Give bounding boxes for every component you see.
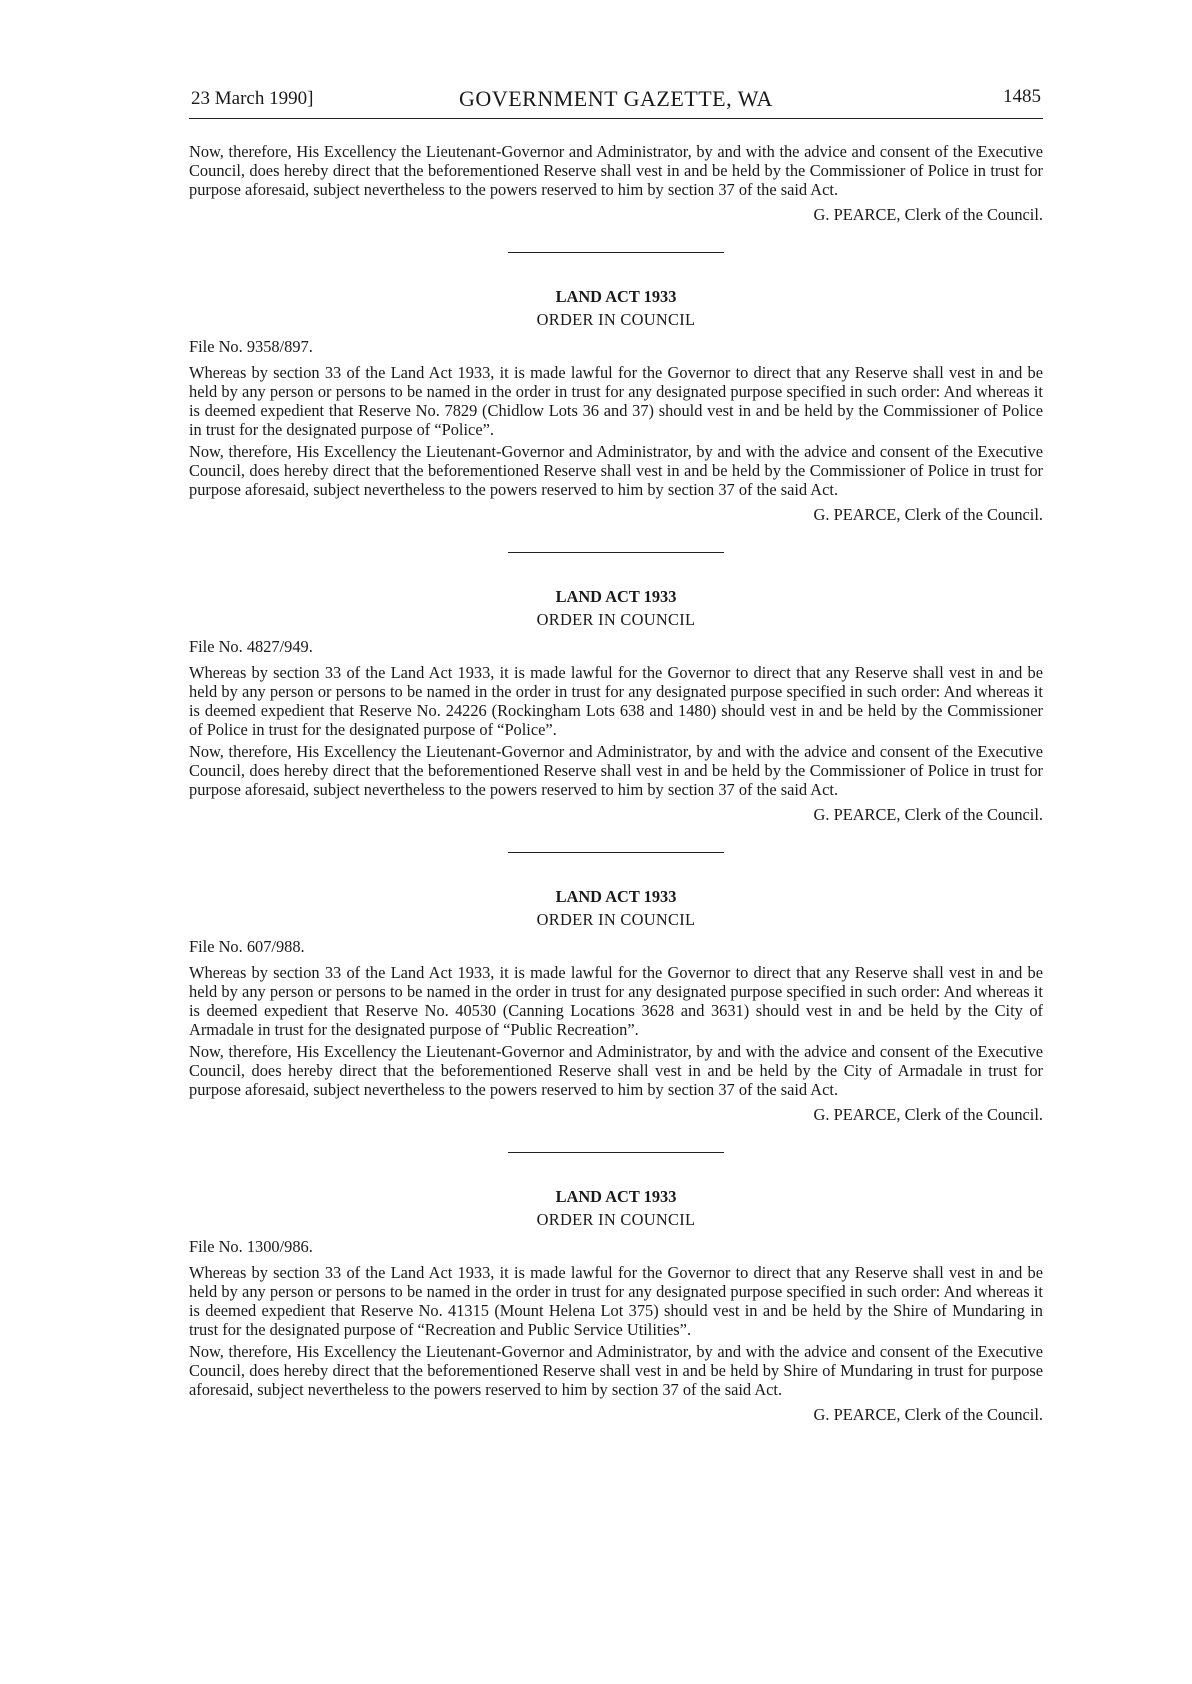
file-number: File No. 607/988. — [189, 937, 305, 956]
intro-signature: G. PEARCE, Clerk of the Council. — [813, 205, 1043, 224]
header-title: GOVERNMENT GAZETTE, WA — [459, 86, 773, 111]
header-date: 23 March 1990] — [191, 88, 314, 109]
notice-signature: G. PEARCE, Clerk of the Council. — [813, 1405, 1043, 1424]
notice-title: LAND ACT 1933 — [555, 587, 677, 606]
now-therefore-paragraph: Now, therefore, His Excellency the Lieutenant-Governor and Administrator, by and with the advice and consent of the Executive Council, does hereby direct that the beforementioned Reserve shall vest in and be held by the Commissioner of Police in trust for purpose aforesaid, subject nevertheless to the powers reserved to him by section 37 of the said Act. — [189, 442, 1043, 499]
notice-signature: G. PEARCE, Clerk of the Council. — [813, 1105, 1043, 1124]
now-therefore-paragraph: Now, therefore, His Excellency the Lieutenant-Governor and Administrator, by and with the advice and consent of the Executive Council, does hereby direct that the beforementioned Reserve shall vest in and be held by Shire of Mundaring in trust for purpose aforesaid, subject nevertheless to the powers reserved to him by section 37 of the said Act. — [189, 1342, 1043, 1399]
whereas-paragraph: Whereas by section 33 of the Land Act 1933, it is made lawful for the Governor to direct that any Reserve shall vest in and be held by any person or persons to be named in the order in trust for any designated purpose specified in such order: And whereas it is deemed expedient that Reserve No. 24226 (Rockingham Lots 638 and 1480) should vest in and be held by the Commissioner of Police in trust for the designated purpose of “Police”. — [189, 663, 1043, 739]
now-therefore-paragraph: Now, therefore, His Excellency the Lieutenant-Governor and Administrator, by and with the advice and consent of the Executive Council, does hereby direct that the beforementioned Reserve shall vest in and be held by the City of Armadale in trust for purpose aforesaid, subject nevertheless to the powers reserved to him by section 37 of the said Act. — [189, 1042, 1043, 1099]
whereas-paragraph: Whereas by section 33 of the Land Act 1933, it is made lawful for the Governor to direct that any Reserve shall vest in and be held by any person or persons to be named in the order in trust for any designated purpose specified in such order: And whereas it is deemed expedient that Reserve No. 40530 (Canning Locations 3628 and 3631) should vest in and be held by the City of Armadale in trust for the designated purpose of “Public Recreation”. — [189, 963, 1043, 1039]
file-number: File No. 4827/949. — [189, 637, 313, 656]
whereas-paragraph: Whereas by section 33 of the Land Act 1933, it is made lawful for the Governor to direct that any Reserve shall vest in and be held by any person or persons to be named in the order in trust for any designated purpose specified in such order: And whereas it is deemed expedient that Reserve No. 7829 (Chidlow Lots 36 and 37) should vest in and be held by the Commissioner of Police in trust for the designated purpose of “Police”. — [189, 363, 1043, 439]
notice-subtitle: ORDER IN COUNCIL — [536, 1210, 696, 1229]
notice-1 — [189, 287, 1043, 524]
intro-paragraph: Now, therefore, His Excellency the Lieutenant-Governor and Administrator, by and with the advice and consent of the Executive Council, does hereby direct that the beforementioned Reserve shall vest in and be held by the Commissioner of Police in trust for purpose aforesaid, subject nevertheless to the powers reserved to him by section 37 of the said Act. — [189, 142, 1043, 199]
notice-title: LAND ACT 1933 — [555, 287, 677, 306]
notice-signature: G. PEARCE, Clerk of the Council. — [813, 505, 1043, 524]
notice-subtitle: ORDER IN COUNCIL — [536, 610, 696, 629]
notice-subtitle: ORDER IN COUNCIL — [536, 910, 696, 929]
notice-3 — [189, 887, 1043, 1124]
notice-subtitle: ORDER IN COUNCIL — [536, 310, 696, 329]
whereas-paragraph: Whereas by section 33 of the Land Act 1933, it is made lawful for the Governor to direct that any Reserve shall vest in and be held by any person or persons to be named in the order in trust for any designated purpose specified in such order: And whereas it is deemed expedient that Reserve No. 41315 (Mount Helena Lot 375) should vest in and be held by the Shire of Mundaring in trust for the designated purpose of “Recreation and Public Service Utilities”. — [189, 1263, 1043, 1339]
page-content — [189, 142, 1043, 1424]
file-number: File No. 9358/897. — [189, 337, 313, 356]
file-number: File No. 1300/986. — [189, 1237, 313, 1256]
now-therefore-paragraph: Now, therefore, His Excellency the Lieutenant-Governor and Administrator, by and with the advice and consent of the Executive Council, does hereby direct that the beforementioned Reserve shall vest in and be held by the Commissioner of Police in trust for purpose aforesaid, subject nevertheless to the powers reserved to him by section 37 of the said Act. — [189, 742, 1043, 799]
section-divider — [508, 1152, 724, 1153]
section-divider — [508, 552, 724, 553]
notice-signature: G. PEARCE, Clerk of the Council. — [813, 805, 1043, 824]
page-header — [189, 86, 1043, 119]
section-divider — [508, 252, 724, 253]
section-divider — [508, 852, 724, 853]
notice-2 — [189, 587, 1043, 824]
intro-section — [189, 142, 1043, 224]
notice-title: LAND ACT 1933 — [555, 1187, 677, 1206]
notice-4 — [189, 1187, 1043, 1424]
header-page-number: 1485 — [1003, 86, 1041, 107]
notice-title: LAND ACT 1933 — [555, 887, 677, 906]
